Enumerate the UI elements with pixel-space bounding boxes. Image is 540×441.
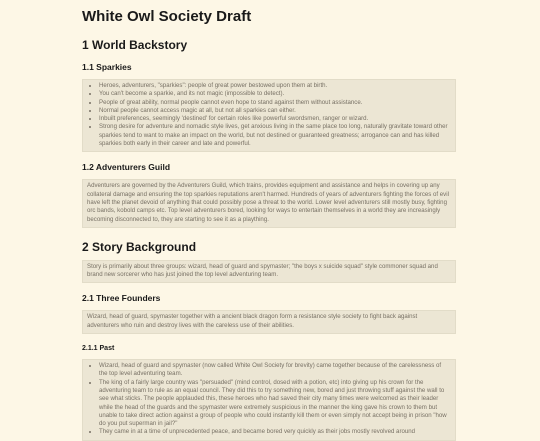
document-page <box>0 8 540 436</box>
past-box <box>82 359 456 441</box>
section-heading-world-backstory: 1 World Backstory <box>82 38 188 52</box>
subsubsection-heading-past: 2.1.1 Past <box>82 345 115 353</box>
list-item: • Strong desire for adventure and nomadic style lives, get anxious living in the same place too long, naturally gravitate toward other sparkies tend to want to make an impact on the world, but not destined or guaranteed greatness; arrogance can and has killed sparkies both early in their career and late and powerful. <box>99 123 451 148</box>
past-list <box>87 362 451 437</box>
founders-paragraph: Wizard, head of guard, spymaster together with a ancient black dragon form a resistance style society to fight back against adventurers who ruin and destroy lives with the careless use of their abilities. <box>87 313 418 329</box>
list-item: • Normal people cannot access magic at all, but not all sparkies can either. <box>99 107 451 115</box>
subsection-heading-adventurers-guild: 1.2 Adventurers Guild <box>82 162 171 173</box>
list-item: • Wizard, head of guard and spymaster (now called White Owl Society for brevity) came together because of the carelessness of the top level adventuring team. <box>99 362 451 379</box>
list-item: • The king of a fairly large country was "persuaded" (mind control, dosed with a potion, etc) into giving up his crown for the adventuring team to rule as an equal council. They did this to try something new, bored and just throwing stuff against the wall to see what sticks. The people applauded this, these heroes who had saved their city many times were welcomed as their leader while the head of the guards and the spymaster were extremely suspicious in the manner the king gave his crown to them but unable to take direct action against a group of people who could instantly kill them or even simply not accept being in prison "how do you put superman in jail?" <box>99 379 451 429</box>
section-heading-story-background: 2 Story Background <box>82 239 197 254</box>
story-paragraph: Story is primarily about three groups: wizard, head of guard and spymaster; "the boys x suicide squad" style commoner squad and brand new sorcerer who has just joined the top level adventuring team. <box>87 262 438 279</box>
guild-paragraph: Adventurers are governed by the Adventurers Guild, which trains, provides equipment and assistance and helps in covering up any collateral damage and ensuring the top sparkies reputations aren't harmed. Hundreds of years of adventurers fighting the forces of evil have left the planet devoid of anything that could possibly pose a threat to the world. Lower level adventurers still mostly busy, fighting orc bands, kobold camps etc. Top level adventurers bored, looking for ways to entertain themselves in a world they are increasingly becoming disconnected to, they are starting to see it as a plaything. <box>87 182 449 223</box>
sparkies-list <box>87 82 451 148</box>
list-item: • You can't become a sparkie, and its not magic (impossible to detect). <box>99 90 451 98</box>
list-item: • Heroes, adventurers, "sparkies": people of great power bestowed upon them at birth. <box>99 82 451 90</box>
list-item: • They came in at a time of unprecedented peace, and became bored very quickly as their jobs mostly revolved around <box>99 428 451 436</box>
document-title: White Owl Society Draft <box>82 8 252 25</box>
guild-box <box>82 179 456 227</box>
subsection-heading-sparkies: 1.1 Sparkies <box>82 62 132 72</box>
list-item: • Inbuilt preferences, seemingly 'destined' for certain roles like powerful swordsmen, ranger or wizard. <box>99 115 451 123</box>
list-item: • People of great ability, normal people cannot even hope to stand against them without assistance. <box>99 99 451 107</box>
subsection-heading-three-founders: 2.1 Three Founders <box>82 293 161 304</box>
sparkies-box <box>82 79 456 152</box>
founders-box <box>82 310 456 334</box>
story-box <box>82 260 456 284</box>
